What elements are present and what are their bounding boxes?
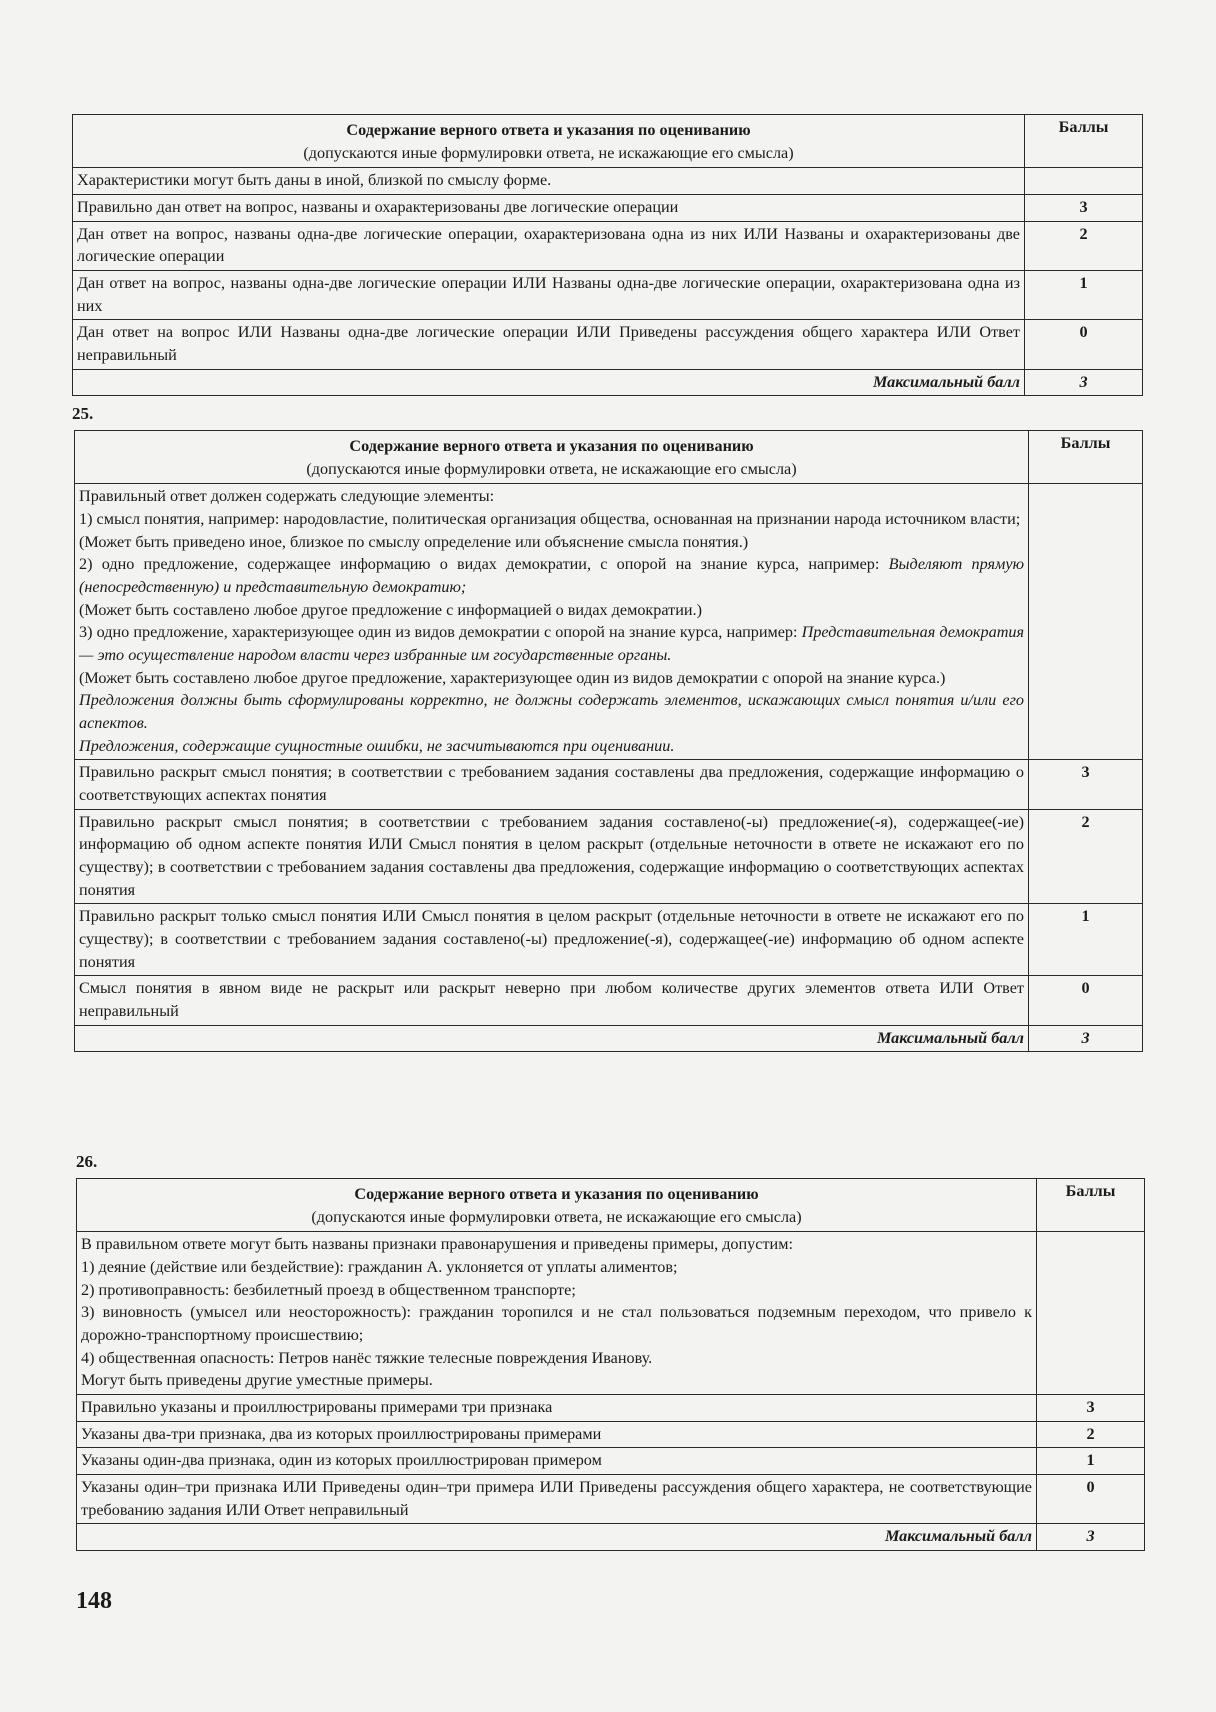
table-header-row [77, 1179, 1145, 1232]
score-value: 2 [1025, 221, 1143, 270]
content-line [79, 621, 1024, 666]
header-subtitle: (допускаются иные формулировки ответа, не искажающие его смысла) [311, 1207, 802, 1226]
score-value: 0 [1025, 320, 1143, 369]
content-line: (Может быть составлено любое другое предложение с информацией о видах демократии.) [79, 600, 702, 619]
max-score-label: Максимальный балл [75, 1025, 1029, 1052]
content-line: Могут быть приведены другие уместные примеры. [81, 1371, 433, 1390]
answer-content [77, 1232, 1037, 1395]
content-line: 1) деяние (действие или бездействие): гражданин А. уклоняется от уплаты алиментов; [81, 1258, 678, 1277]
table-row [77, 1421, 1145, 1448]
example-text: Выделяют прямую (непосредственную) и представительную демократию; [79, 555, 1024, 597]
content-line: 4) общественная опасность: Петров нанёс тяжкие телесные повреждения Иванову. [81, 1348, 653, 1367]
rubric-table-26 [76, 1178, 1145, 1551]
header-title: Содержание верного ответа и указания по оцениванию [354, 1185, 759, 1203]
table-header-row [75, 431, 1143, 484]
content-line: 2) противоправность: безбилетный проезд в общественном транспорте; [81, 1280, 576, 1299]
points-header: Баллы [1025, 115, 1143, 168]
score-value: 3 [1037, 1395, 1145, 1422]
table-row [75, 976, 1143, 1025]
table-row [77, 1448, 1145, 1475]
header-cell [77, 1179, 1037, 1232]
criterion-text: Правильно дан ответ на вопрос, названы и охарактеризованы две логические операции [73, 195, 1025, 222]
table-header-row [73, 115, 1143, 168]
content-line: Правильный ответ должен содержать следующие элементы: [79, 487, 495, 506]
content-line: В правильном ответе могут быть названы признаки правонарушения и приведены примеры, допустим: [81, 1235, 793, 1254]
criterion-text: Указаны один-два признака, один из которых проиллюстрирован примером [77, 1448, 1037, 1475]
max-score-value: 3 [1025, 369, 1143, 396]
answer-content [75, 484, 1029, 760]
score-value: 2 [1037, 1421, 1145, 1448]
table-row [75, 760, 1143, 809]
criterion-text: Правильно раскрыт смысл понятия; в соответствии с требованием задания составлено(-ы) предложение(-я), содержащее(-ие) информацию об одном аспекте понятия ИЛИ Смысл понятия в целом раскрыт (отдельные неточности в ответе не искажают его по существу); в соответствии с требованием задания составлены два предложения, содержащие информацию о соответствующих аспектах понятия [75, 809, 1029, 904]
score-value: 3 [1029, 760, 1143, 809]
max-score-row [77, 1524, 1145, 1551]
max-score-value: 3 [1029, 1025, 1143, 1052]
table-row [77, 1232, 1145, 1395]
score-cell-empty [1025, 168, 1143, 195]
rubric-table-24 [72, 114, 1143, 396]
content-line: (Может быть приведено иное, близкое по смыслу определение или объяснение смысла понятия.) [79, 532, 749, 551]
max-score-value: 3 [1037, 1524, 1145, 1551]
header-cell [73, 115, 1025, 168]
content-line [79, 553, 1024, 598]
table-row [77, 1395, 1145, 1422]
rubric-table-25 [74, 430, 1143, 1052]
score-cell-empty [1037, 1232, 1145, 1395]
table-row [73, 320, 1143, 369]
table-row [77, 1475, 1145, 1524]
content-text: 2) одно предложение, содержащее информацию о видах демократии, с опорой на знание курса, например: [79, 555, 880, 574]
content-note: Предложения должны быть сформулированы корректно, не должны содержать элементов, искажающих смысл понятия и/или его аспектов. [79, 691, 1024, 733]
header-title: Содержание верного ответа и указания по оцениванию [349, 437, 754, 455]
score-value: 1 [1029, 904, 1143, 976]
header-title: Содержание верного ответа и указания по оцениванию [346, 121, 751, 139]
criterion-text: Правильно раскрыт только смысл понятия ИЛИ Смысл понятия в целом раскрыт (отдельные неточности в ответе не искажают его по существу); в соответствии с требованием задания составлено(-ы) предложение(-я), содержащее(-ие) информацию об одном аспекте понятия [75, 904, 1029, 976]
task-number-26: 26. [76, 1152, 98, 1171]
table-row [73, 195, 1143, 222]
criterion-text: Дан ответ на вопрос ИЛИ Названы одна-две логические операции ИЛИ Приведены рассуждения общего характера ИЛИ Ответ неправильный [73, 320, 1025, 369]
content-note: Предложения, содержащие сущностные ошибки, не засчитываются при оценивании. [79, 736, 675, 755]
criteria-intro: Характеристики могут быть даны в иной, близкой по смыслу форме. [73, 168, 1025, 195]
max-score-label: Максимальный балл [77, 1524, 1037, 1551]
criterion-text: Указаны два-три признака, два из которых проиллюстрированы примерами [77, 1421, 1037, 1448]
header-subtitle: (допускаются иные формулировки ответа, не искажающие его смысла) [306, 459, 797, 478]
criterion-text: Дан ответ на вопрос, названы одна-две логические операции, охарактеризована одна из них ИЛИ Названы и охарактеризованы две логические операции [73, 221, 1025, 270]
table-row [75, 809, 1143, 904]
criterion-text: Правильно раскрыт смысл понятия; в соответствии с требованием задания составлены два предложения, содержащие информацию о соответствующих аспектах понятия [75, 760, 1029, 809]
table-row [73, 221, 1143, 270]
score-value: 0 [1029, 976, 1143, 1025]
content-line: 3) виновность (умысел или неосторожность): гражданин торопился и не стал пользоваться подземным переходом, что привело к дорожно-транспортному происшествию; [81, 1303, 1032, 1345]
task-number-25: 25. [72, 404, 94, 423]
score-value: 1 [1025, 271, 1143, 320]
page-number: 148 [76, 1588, 112, 1614]
example-text: Представительная демократия — это осуществление народом власти через избранные им государственные органы. [79, 623, 1025, 665]
points-header: Баллы [1029, 431, 1143, 484]
criterion-text: Указаны один–три признака ИЛИ Приведены один–три примера ИЛИ Приведены рассуждения общего характера, не соответствующие требованию задания ИЛИ Ответ неправильный [77, 1475, 1037, 1524]
criterion-text: Смысл понятия в явном виде не раскрыт или раскрыт неверно при любом количестве других элементов ответа ИЛИ Ответ неправильный [75, 976, 1029, 1025]
score-cell-empty [1029, 484, 1143, 760]
content-text: 3) одно предложение, характеризующее один из видов демократии с опорой на знание курса, например: [79, 623, 798, 642]
criterion-text: Правильно указаны и проиллюстрированы примерами три признака [77, 1395, 1037, 1422]
max-score-row [73, 369, 1143, 396]
max-score-label: Максимальный балл [73, 369, 1025, 396]
score-value: 1 [1037, 1448, 1145, 1475]
score-value: 3 [1025, 195, 1143, 222]
table-row [75, 484, 1143, 760]
criterion-text: Дан ответ на вопрос, названы одна-две логические операции ИЛИ Названы одна-две логические операции, охарактеризована одна из них [73, 271, 1025, 320]
table-row [75, 904, 1143, 976]
table-row [73, 168, 1143, 195]
points-header: Баллы [1037, 1179, 1145, 1232]
content-line: 1) смысл понятия, например: народовластие, политическая организация общества, основанная на признании народа источником власти; [79, 510, 1021, 529]
header-subtitle: (допускаются иные формулировки ответа, не искажающие его смысла) [303, 143, 794, 162]
score-value: 2 [1029, 809, 1143, 904]
score-value: 0 [1037, 1475, 1145, 1524]
header-cell [75, 431, 1029, 484]
max-score-row [75, 1025, 1143, 1052]
table-row [73, 271, 1143, 320]
content-line: (Может быть составлено любое другое предложение, характеризующее один из видов демократии с опорой на знание курса.) [79, 668, 946, 687]
